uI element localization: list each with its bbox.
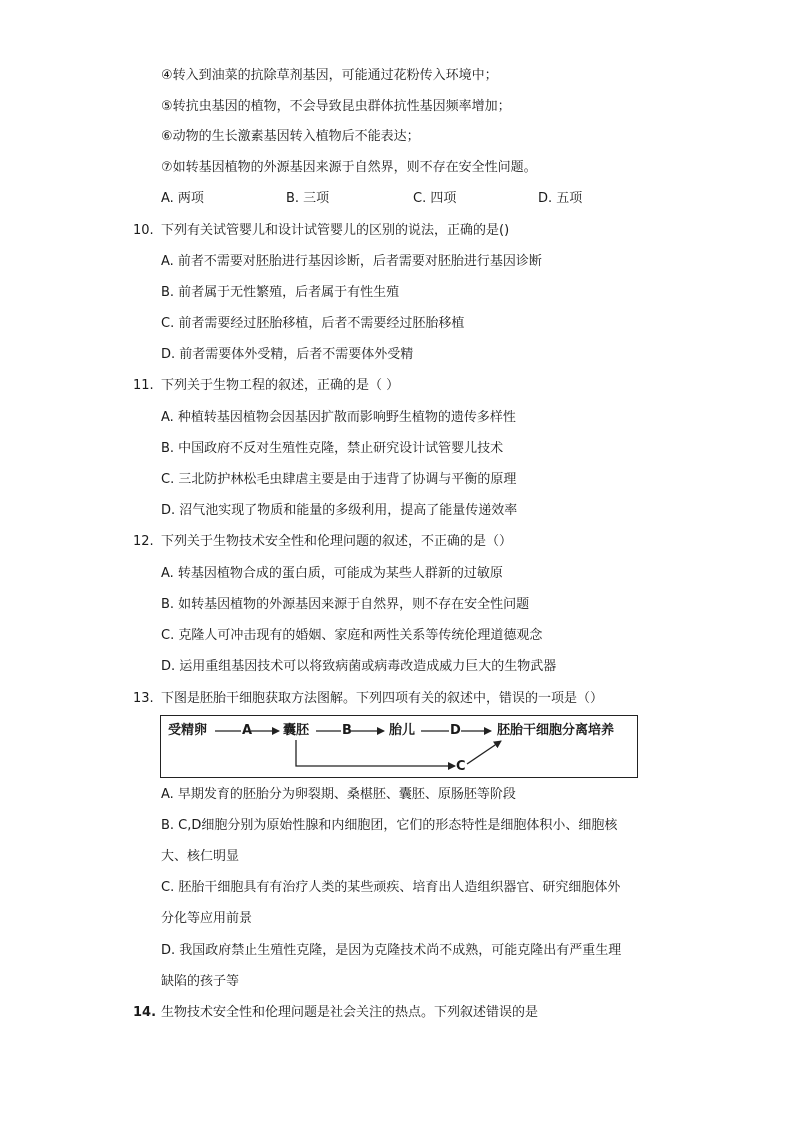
q13-number: 13. [133,691,154,706]
q9-option-c[interactable]: C. 四项 [413,191,457,206]
q13-option-a[interactable]: A. 早期发育的胚胎分为卵裂期、桑椹胚、囊胚、原肠胚等阶段 [161,787,516,802]
q14-number: 14. [133,1005,157,1020]
q10-option-a[interactable]: A. 前者不需要对胚胎进行基因诊断，后者需要对胚胎进行基因诊断 [161,254,542,269]
q12-option-d[interactable]: D. 运用重组基因技术可以将致病菌或病毒改造成威力巨大的生物武器 [161,659,557,674]
q9-item-7: ⑦如转基因植物的外源基因来源于自然界，则不存在安全性问题。 [161,160,537,175]
q11-number: 11. [133,378,154,393]
q9-option-d[interactable]: D. 五项 [538,191,583,206]
q10-option-d[interactable]: D. 前者需要体外受精，后者不需要体外受精 [161,347,414,362]
q11-stem: 下列关于生物工程的叙述，正确的是（ ） [161,378,400,393]
diagram-node-esc-culture: 胚胎干细胞分离培养 [497,723,615,738]
q9-option-a[interactable]: A. 两项 [161,191,204,206]
q12-option-a[interactable]: A. 转基因植物合成的蛋白质，可能成为某些人群新的过敏原 [161,566,503,581]
q12-number: 12. [133,534,154,549]
embryonic-stem-cell-diagram [160,715,638,778]
diagram-node-blastocyst: 囊胚 [283,723,310,738]
q9-item-6: ⑥动物的生长激素基因转入植物后不能表达； [161,129,420,144]
q10-number: 10. [133,223,154,238]
q12-stem: 下列关于生物技术安全性和伦理问题的叙述，不正确的是（） [161,534,513,549]
diagram-node-fetus: 胎儿 [389,723,416,738]
q13-option-d[interactable]: D. 我国政府禁止生殖性克隆，是因为克隆技术尚不成熟，可能克隆出有严重生理 [161,943,622,958]
q10-option-b[interactable]: B. 前者属于无性繁殖，后者属于有性生殖 [161,285,400,300]
diagram-label-d: D [450,723,461,738]
q12-option-c[interactable]: C. 克隆人可冲击现有的婚姻、家庭和两性关系等传统伦理道德观念 [161,628,543,643]
q12-option-b[interactable]: B. 如转基因植物的外源基因来源于自然界，则不存在安全性问题 [161,597,530,612]
q10-stem: 下列有关试管婴儿和设计试管婴儿的区别的说法，正确的是() [161,223,510,238]
q13-option-d-cont: 缺陷的孩子等 [161,974,240,989]
q11-option-c[interactable]: C. 三北防护林松毛虫肆虐主要是由于违背了协调与平衡的原理 [161,472,517,487]
diagram-label-c: C [456,759,466,774]
q11-option-a[interactable]: A. 种植转基因植物会因基因扩散而影响野生植物的遗传多样性 [161,410,516,425]
branch-line [296,740,451,766]
q13-option-b-cont: 大、核仁明显 [161,849,240,864]
q13-stem: 下图是胚胎干细胞获取方法图解。下列四项有关的叙述中，错误的一项是（） [161,691,604,706]
q9-item-4: ④转入到油菜的抗除草剂基因，可能通过花粉传入环境中； [161,68,498,83]
q14-stem: 生物技术安全性和伦理问题是社会关注的热点。下列叙述错误的是 [161,1005,539,1020]
diagram-label-b: B [342,723,352,738]
diagram-label-a: A [242,723,253,738]
q13-option-c-cont: 分化等应用前景 [161,911,253,926]
q11-option-b[interactable]: B. 中国政府不反对生殖性克隆，禁止研究设计试管婴儿技术 [161,441,504,456]
q11-option-d[interactable]: D. 沼气池实现了物质和能量的多级利用，提高了能量传递效率 [161,503,518,518]
q9-item-5: ⑤转抗虫基因的植物，不会导致昆虫群体抗性基因频率增加； [161,99,511,114]
q13-option-b[interactable]: B. C,D细胞分别为原始性腺和内细胞团，它们的形态特性是细胞体积小、细胞核 [161,818,618,833]
q9-options [161,190,601,208]
q10-option-c[interactable]: C. 前者需要经过胚胎移植，后者不需要经过胚胎移植 [161,316,465,331]
diagram-node-zygote: 受精卵 [168,723,208,738]
branch-arrow-up [467,741,501,764]
q13-option-c[interactable]: C. 胚胎干细胞具有有治疗人类的某些顽疾、培育出人造组织器官、研究细胞体外 [161,880,621,895]
q9-option-b[interactable]: B. 三项 [286,191,330,206]
